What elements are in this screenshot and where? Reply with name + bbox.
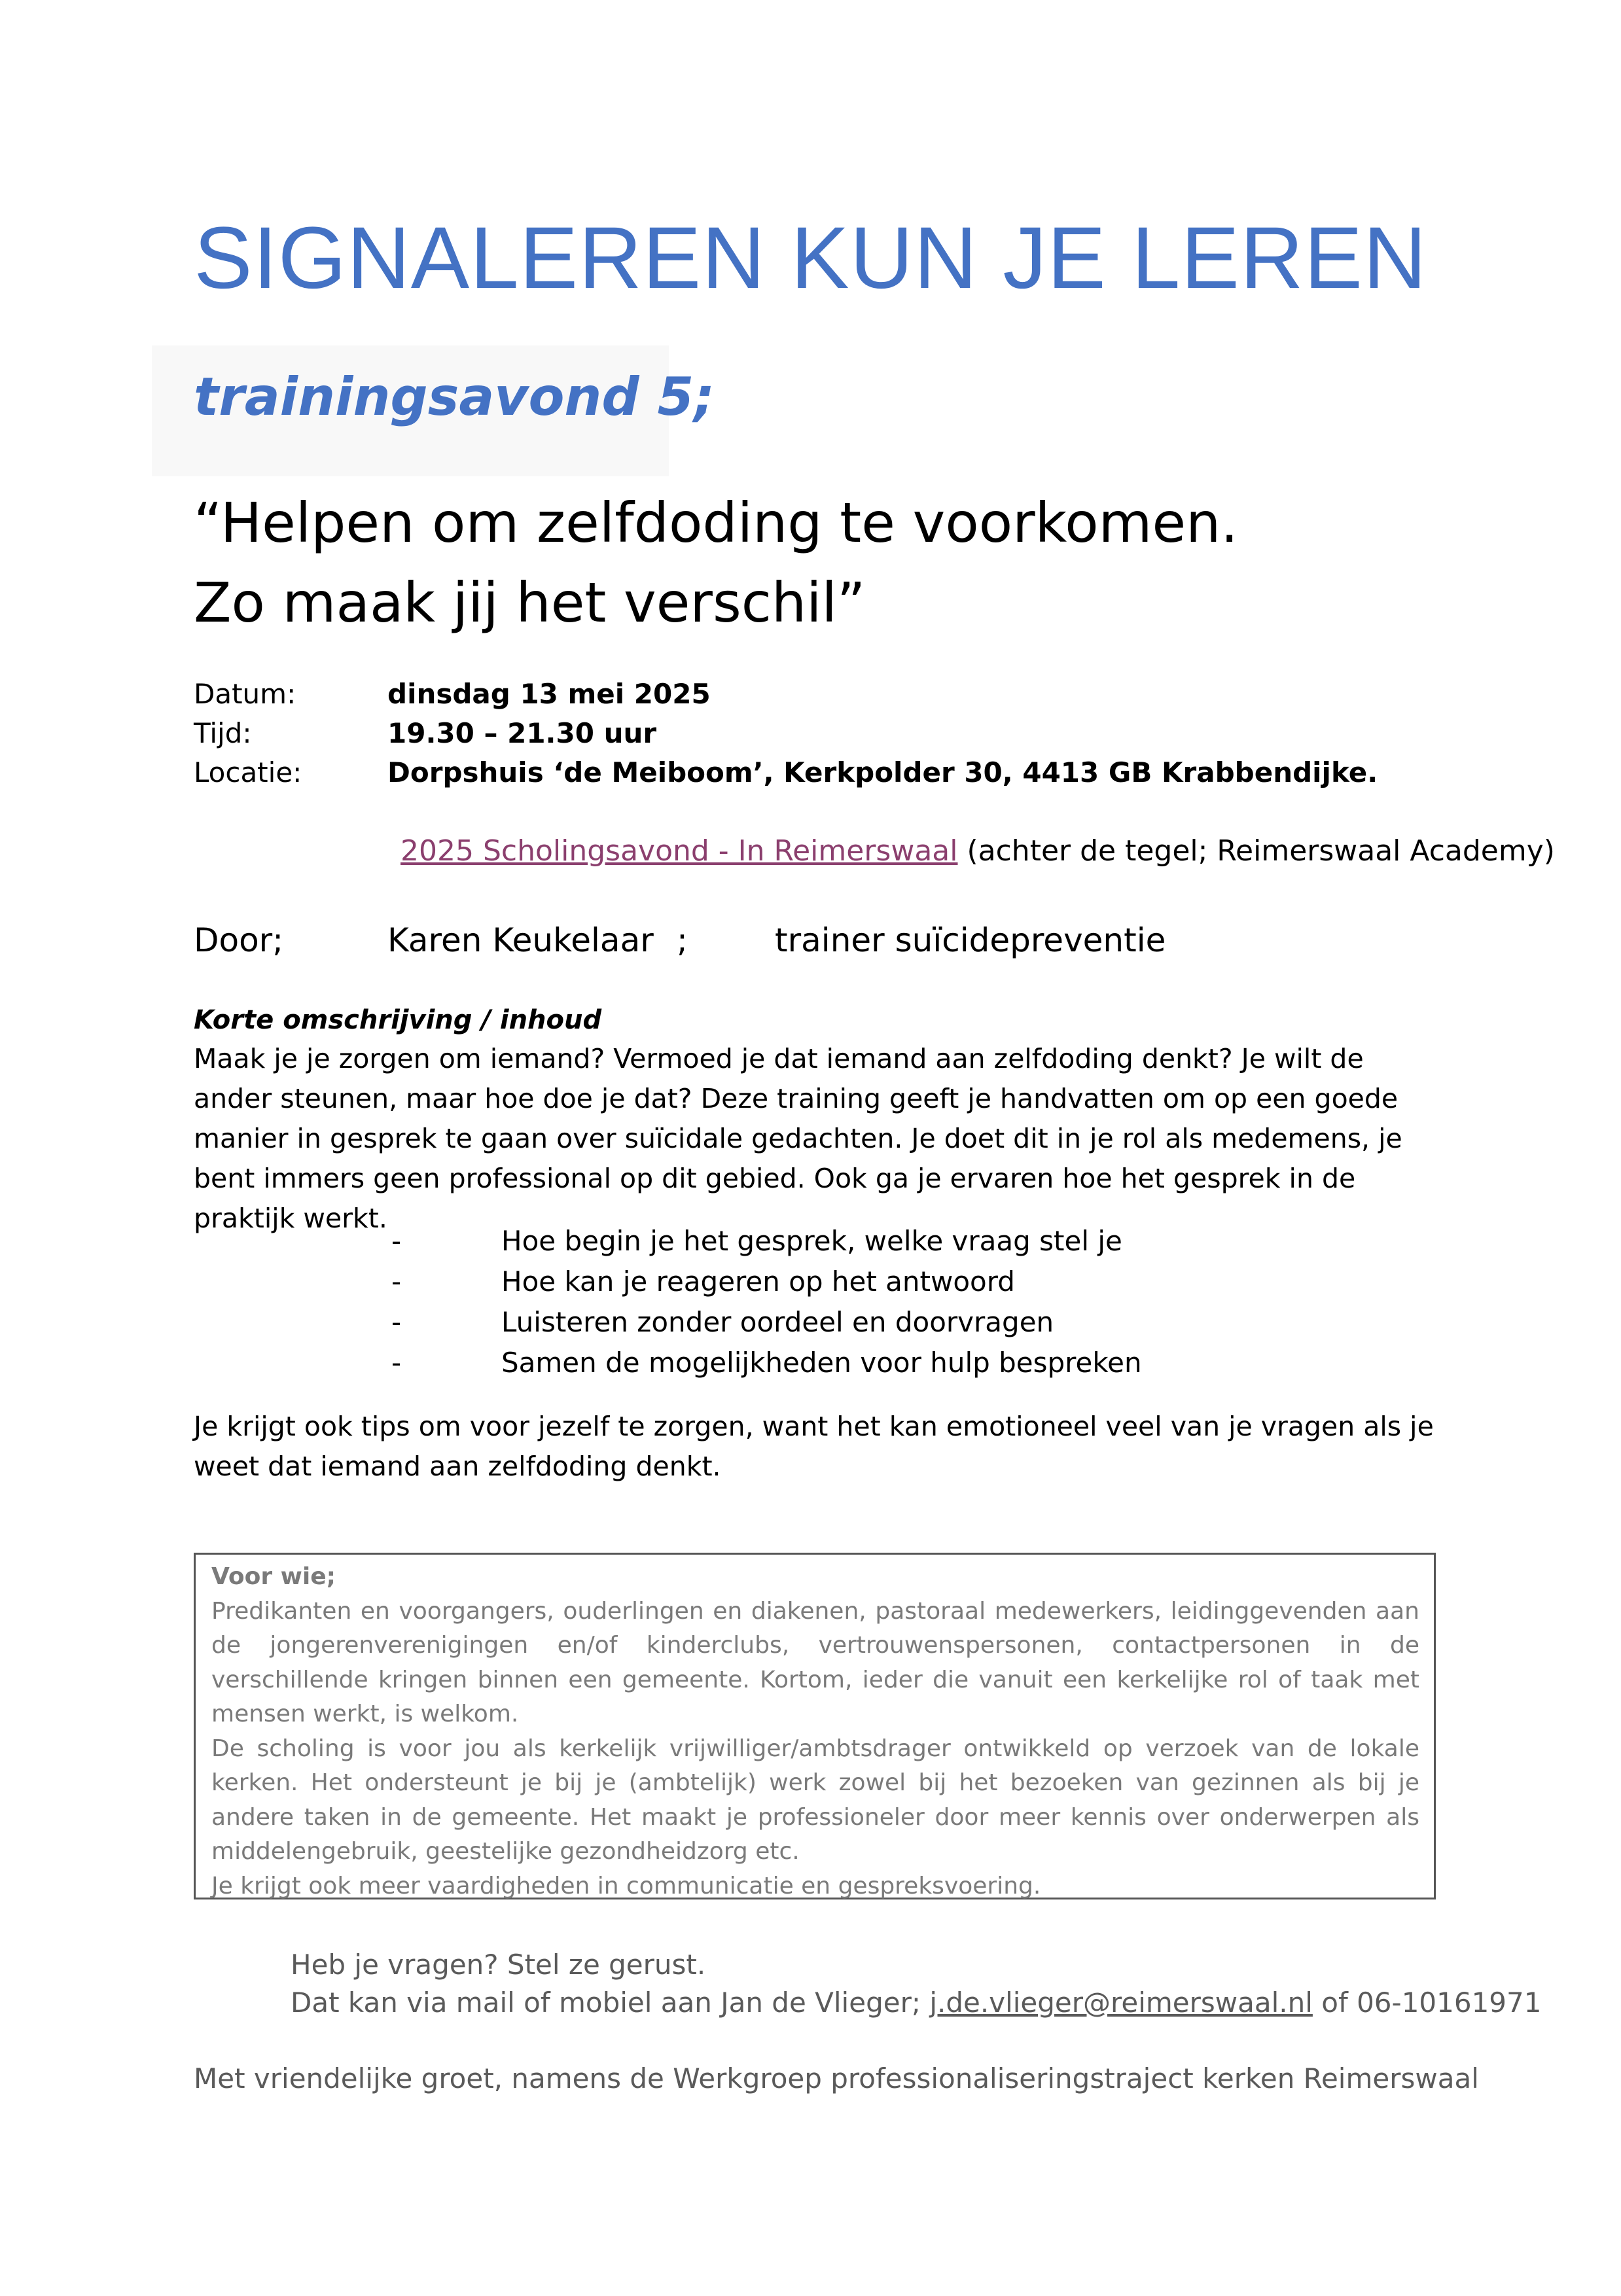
bullet-item-1: Hoe begin je het gesprek, welke vraag stel je xyxy=(501,1225,1122,1257)
voor-wie-paragraph-3: Je krijgt ook meer vaardigheden in communicatie en gespreksvoering. xyxy=(211,1872,1041,1899)
date-label: Datum: xyxy=(194,678,296,710)
time-label: Tijd: xyxy=(194,717,252,749)
closing-greeting: Met vriendelijke groet, namens de Werkgroep professionaliseringstraject kerken Reimerswaal xyxy=(194,2062,1479,2094)
description-paragraph: Maak je je zorgen om iemand? Vermoed je dat iemand aan zelfdoding denkt? Je wilt de ander steunen, maar hoe doe je dat? Deze training geeft je handvatten om op een goede manier in gesprek te gaan over suïcidale gedachten. Je doet dit in je rol als medemens, je bent immers geen professional op dit gebied. Ook ga je ervaren hoe het gesprek in de praktijk werkt. xyxy=(194,1043,1402,1234)
bullet-item-4: Samen de mogelijkheden voor hulp bespreken xyxy=(501,1347,1142,1379)
location-label: Locatie: xyxy=(194,756,302,788)
scholingsavond-link[interactable]: 2025 Scholingsavond - In Reimerswaal xyxy=(401,834,958,868)
quote-line-1: “Helpen om zelfdoding te voorkomen. xyxy=(194,491,1239,555)
email-link[interactable]: j.de.vlieger@reimerswaal.nl xyxy=(929,1987,1313,2019)
bullet-item-3: Luisteren zonder oordeel en doorvragen xyxy=(501,1306,1054,1338)
voor-wie-paragraph-1: Predikanten en voorgangers, ouderlingen en diakenen, pastoraal medewerkers, leidinggevenden aan de jongerenverenigingen en/of kinderclubs, vertrouwenspersonen, contactpersonen in de verschillende kringen binnen een gemeente. Kortom, ieder die vanuit een kerkelijke rol of taak met mensen werkt, is welkom. xyxy=(211,1597,1419,1727)
contact-line-1: Heb je vragen? Stel ze gerust. xyxy=(291,1949,706,1981)
time-value: 19.30 – 21.30 uur xyxy=(387,717,657,749)
voor-wie-box xyxy=(194,1553,1436,1899)
door-label: Door; xyxy=(194,921,284,959)
voor-wie-paragraph-2: De scholing is voor jou als kerkelijk vrijwilliger/ambtsdrager ontwikkeld op verzoek van de lokale kerken. Het ondersteunt je bij je (ambtelijk) werk zowel bij het bezoeken van gezinnen als bij je andere taken in de gemeente. Het maakt je professioneler door meer kennis over onderwerpen als middelengebruik, geestelijke gezondheidzorg etc. xyxy=(211,1735,1419,1865)
door-separator: ; xyxy=(677,921,688,959)
page-title: SIGNALEREN KUN JE LEREN xyxy=(194,209,1427,307)
link-line xyxy=(401,834,1555,868)
trainer-role: trainer suïcidepreventie xyxy=(775,921,1166,959)
quote-line-2: Zo maak jij het verschil” xyxy=(194,571,866,635)
bullet-item-2: Hoe kan je reageren op het antwoord xyxy=(501,1265,1015,1298)
bullet-marker: - xyxy=(391,1265,402,1298)
contact-prefix: Dat kan via mail of mobiel aan Jan de Vlieger; xyxy=(291,1987,930,2019)
subtitle: trainingsavond 5; xyxy=(194,366,715,427)
description-heading: Korte omschrijving / inhoud xyxy=(194,1005,602,1035)
contact-line-2 xyxy=(291,1987,1541,2019)
contact-suffix: of 06-10161971 xyxy=(1312,1987,1542,2019)
location-value: Dorpshuis ‘de Meiboom’, Kerkpolder 30, 4413 GB Krabbendijke. xyxy=(387,756,1378,788)
trainer-name: Karen Keukelaar xyxy=(387,921,654,959)
bullet-marker: - xyxy=(391,1225,402,1257)
link-suffix: (achter de tegel; Reimerswaal Academy) xyxy=(957,834,1555,868)
bullet-marker: - xyxy=(391,1306,402,1338)
bullet-marker: - xyxy=(391,1347,402,1379)
date-value: dinsdag 13 mei 2025 xyxy=(387,678,711,710)
closing-paragraph: Je krijgt ook tips om voor jezelf te zorgen, want het kan emotioneel veel van je vragen als je weet dat iemand aan zelfdoding denkt. xyxy=(194,1411,1434,1482)
voor-wie-heading: Voor wie; xyxy=(211,1563,336,1590)
